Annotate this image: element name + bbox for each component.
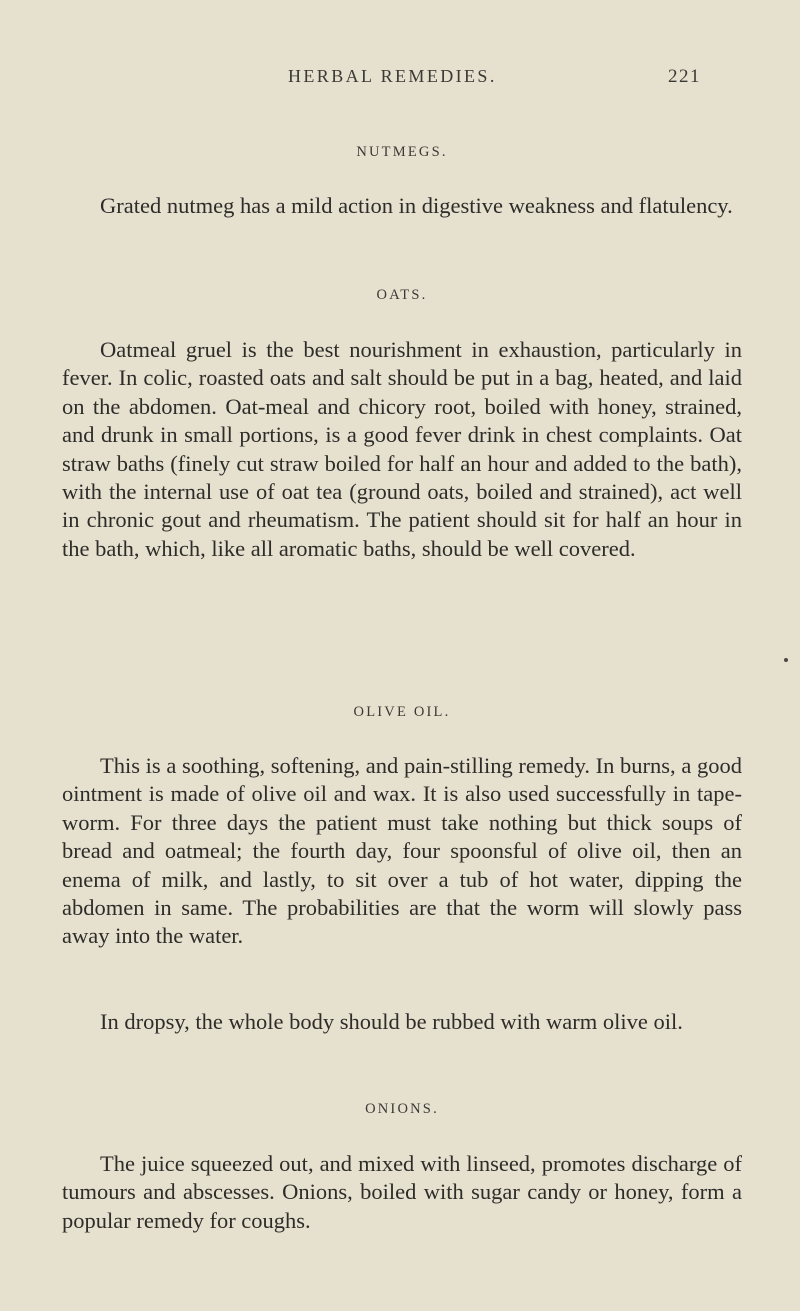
section-heading-onions: ONIONS.: [365, 1101, 439, 1117]
running-title: HERBAL REMEDIES.: [288, 66, 497, 86]
paragraph-onions: The juice squeezed out, and mixed with linseed, promotes discharge of tumours and abscesses. Onions, boiled with sugar candy or honey, form a popular remedy for coughs.: [62, 1151, 742, 1233]
section-heading-oats: OATS.: [376, 287, 428, 303]
section-heading-nutmegs: NUTMEGS.: [356, 144, 448, 160]
print-speck: [784, 658, 788, 662]
paragraph-olive-oil-1: This is a soothing, softening, and pain-stilling remedy. In burns, a good ointment is made of olive oil and wax. It is also used successfully in tape-worm. For three days the patient must take nothing but thick soups of bread and oatmeal; the fourth day, four spoonsful of olive oil, then an enema of milk, and lastly, to sit over a tub of hot water, dipping the abdomen in same. The probabilities are that the worm will slowly pass away into the water.: [62, 753, 742, 949]
section-heading-olive-oil: OLIVE OIL.: [353, 704, 451, 720]
paragraph-nutmegs: Grated nutmeg has a mild action in digestive weakness and flatulency.: [100, 193, 733, 218]
page-number: 221: [668, 66, 701, 87]
paragraph-oats: Oatmeal gruel is the best nourishment in exhaustion, particularly in fever. In colic, roasted oats and salt should be put in a bag, heated, and laid on the abdomen. Oat-meal and chicory root, boiled with honey, strained, and drunk in small portions, is a good fever drink in chest complaints. Oat straw baths (finely cut straw boiled for half an hour and added to the bath), with the internal use of oat tea (ground oats, boiled and strained), act well in chronic gout and rheumatism. The patient should sit for half an hour in the bath, which, like all aromatic baths, should be well covered.: [62, 337, 742, 561]
paragraph-olive-oil-2: In dropsy, the whole body should be rubbed with warm olive oil.: [100, 1009, 683, 1034]
running-head: [0, 66, 800, 92]
